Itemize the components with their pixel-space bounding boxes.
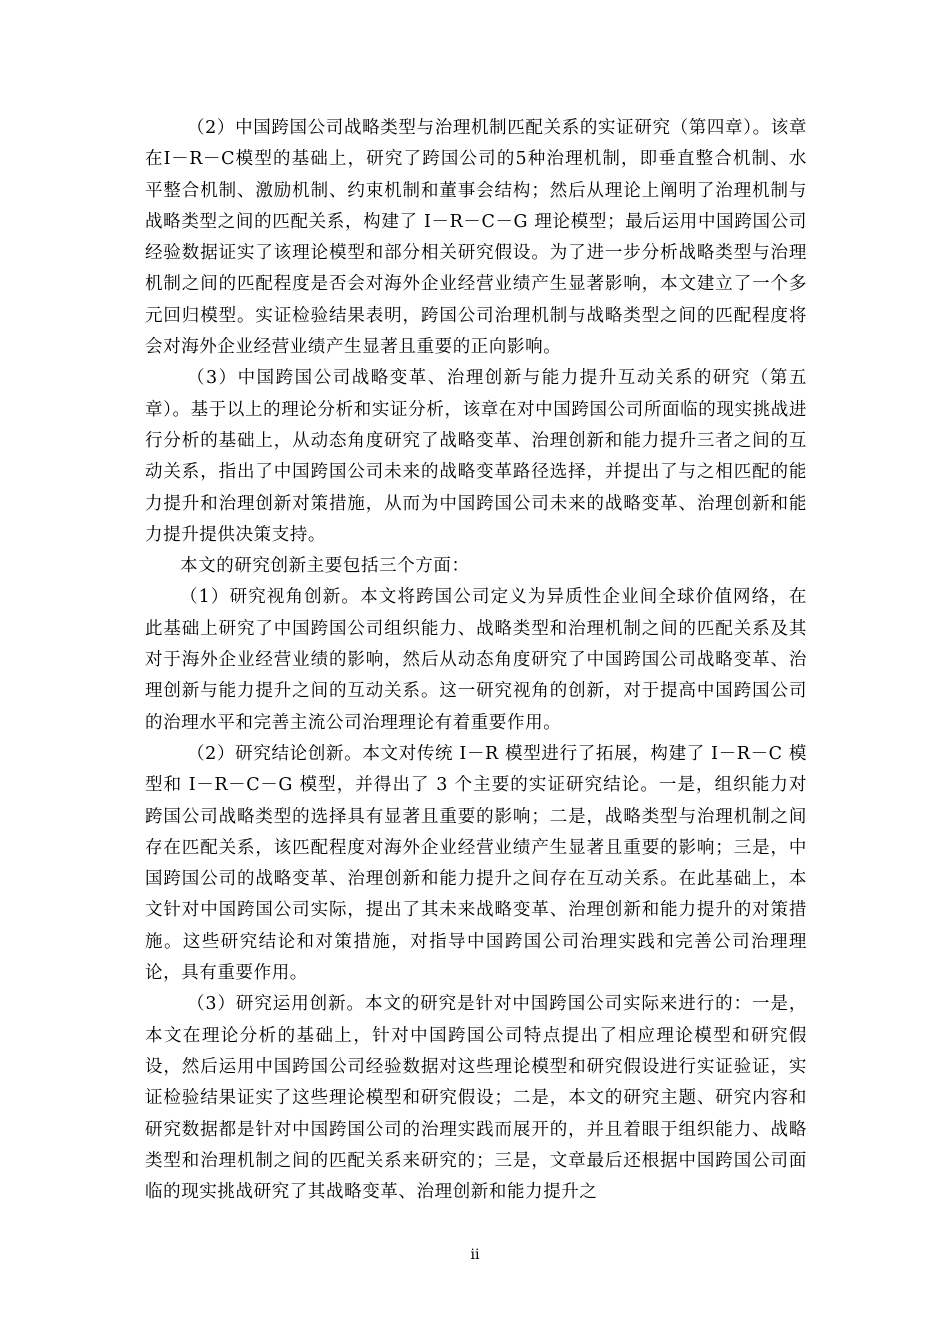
paragraph-innovation-intro: 本文的研究创新主要包括三个方面： [180, 556, 470, 577]
body-text [145, 113, 807, 1208]
paragraph-innovation-conclusion: （2）研究结论创新。本文对传统 I－R 模型进行了拓展，构建了 I－R－C 模型和 I－R－C－G 模型，并得出了 3 个主要的实证研究结论。一是，组织能力对跨国公司战略类型的选择具有显著且重要的影响；二是，战略类型与治理机制之间存在匹配关系，该匹配程度对海外企业经营业绩产生显著且重要的影响；三是，中国跨国公司的战略变革、治理创新和能力提升之间存在互动关系。在此基础上，本文针对中国跨国公司实际，提出了其未来战略变革、治理创新和能力提升的对策措施。这些研究结论和对策措施，对指导中国跨国公司治理实践和完善公司治理理论，具有重要作用。 [145, 743, 807, 984]
paragraph-innovation-application: （3）研究运用创新。本文的研究是针对中国跨国公司实际来进行的：一是，本文在理论分析的基础上，针对中国跨国公司特点提出了相应理论模型和研究假设，然后运用中国跨国公司经验数据对这些理论模型和研究假设进行实证验证，实证检验结果证实了这些理论模型和研究假设；二是，本文的研究主题、研究内容和研究数据都是针对中国跨国公司的治理实践而展开的，并且着眼于组织能力、战略类型和治理机制之间的匹配关系来研究的；三是，文章最后还根据中国跨国公司面临的现实挑战研究了其战略变革、治理创新和能力提升之 [145, 994, 807, 1203]
paragraph-innovation-perspective: （1）研究视角创新。本文将跨国公司定义为异质性企业间全球价值网络，在此基础上研究了中国跨国公司组织能力、战略类型和治理机制之间的匹配关系及其对于海外企业经营业绩的影响，然后从动态角度研究了中国跨国公司战略变革、治理创新与能力提升之间的互动关系。这一研究视角的创新，对于提高中国跨国公司的治理水平和完善主流公司治理理论有着重要作用。 [145, 587, 807, 733]
paragraph-chapter5-summary: （3）中国跨国公司战略变革、治理创新与能力提升互动关系的研究（第五章）。基于以上的理论分析和实证分析，该章在对中国跨国公司所面临的现实挑战进行分析的基础上，从动态角度研究了战略变革、治理创新和能力提升三者之间的互动关系，指出了中国跨国公司未来的战略变革路径选择，并提出了与之相匹配的能力提升和治理创新对策措施，从而为中国跨国公司未来的战略变革、治理创新和能力提升提供决策支持。 [145, 368, 807, 545]
paragraph-chapter4-summary: （2）中国跨国公司战略类型与治理机制匹配关系的实证研究（第四章）。该章在I－R－C模型的基础上，研究了跨国公司的5种治理机制，即垂直整合机制、水平整合机制、激励机制、约束机制和董事会结构；然后从理论上阐明了治理机制与战略类型之间的匹配关系，构建了 I－R－C－G 理论模型；最后运用中国跨国公司经验数据证实了该理论模型和部分相关研究假设。为了进一步分析战略类型与治理机制之间的匹配程度是否会对海外企业经营业绩产生显著影响，本文建立了一个多元回归模型。实证检验结果表明，跨国公司治理机制与战略类型之间的匹配程度将会对海外企业经营业绩产生显著且重要的正向影响。 [145, 118, 807, 358]
page-number: ii [470, 1247, 480, 1263]
